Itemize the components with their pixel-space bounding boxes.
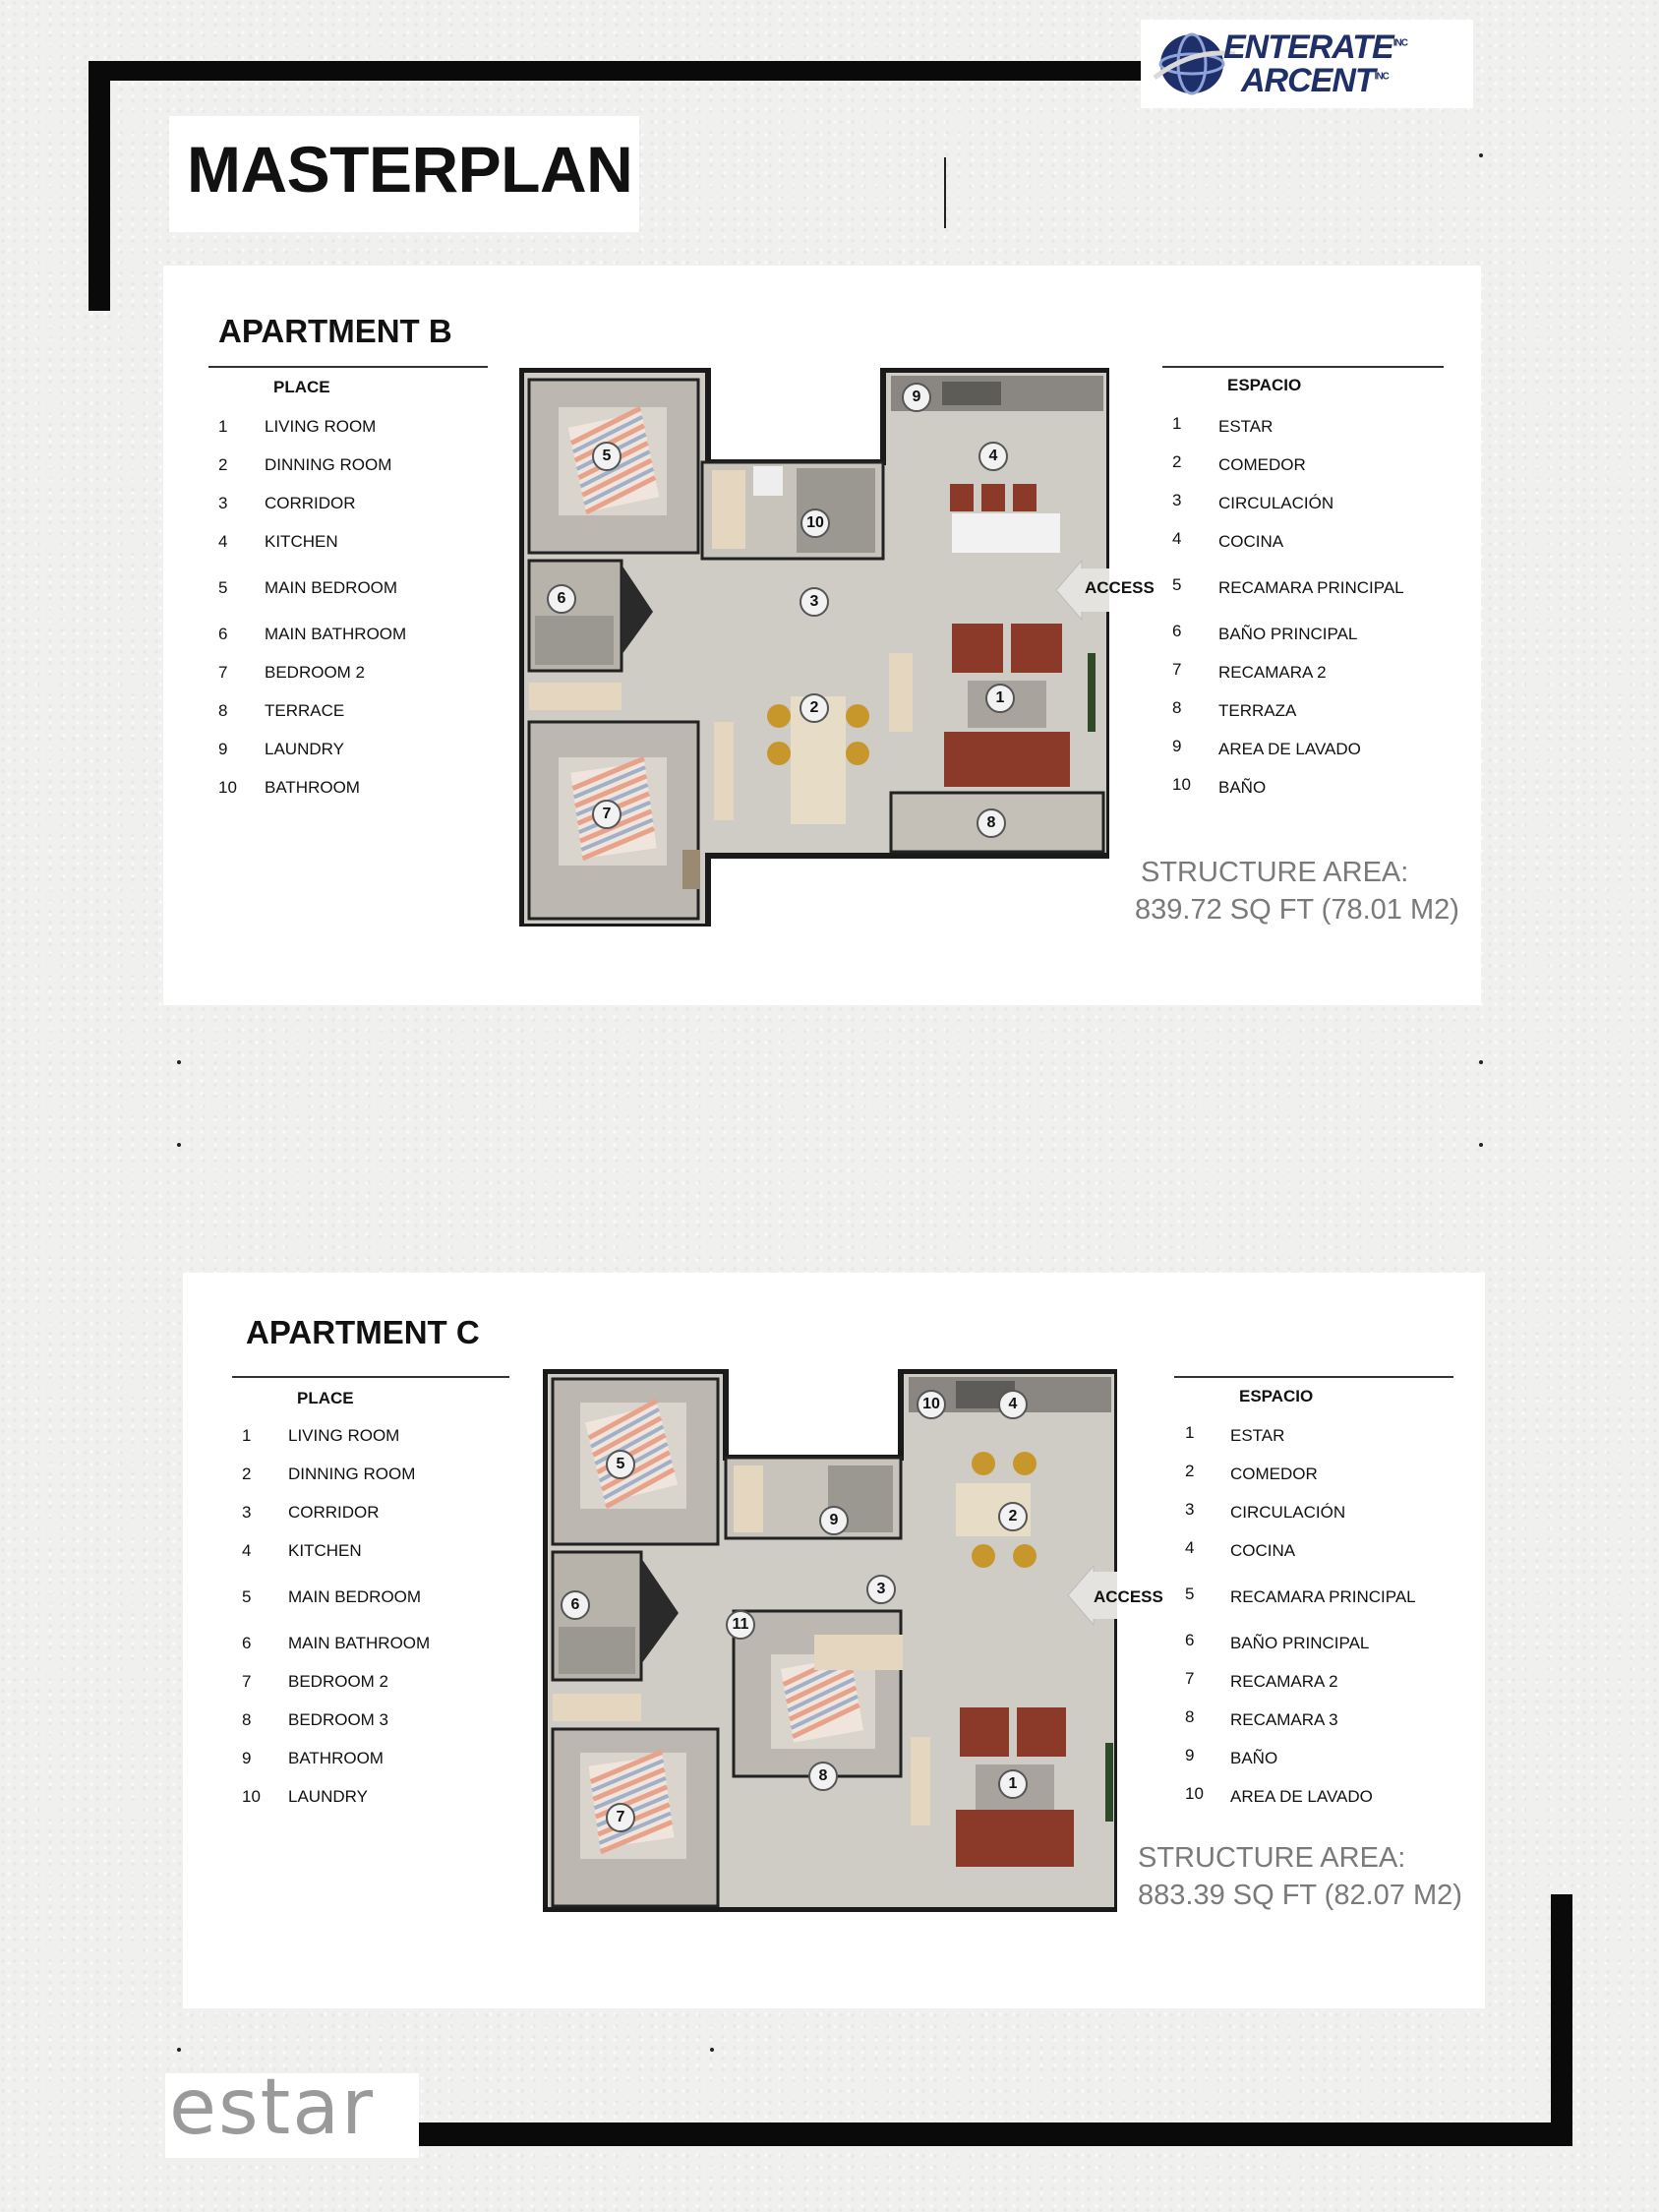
place-number: 10 [242,1787,261,1806]
place-label: MAIN BATHROOM [288,1634,431,1652]
espacio-label: BAÑO PRINCIPAL [1230,1634,1370,1652]
place-label: KITCHEN [288,1541,362,1560]
place-number: 3 [242,1503,252,1522]
place-rule [208,366,488,368]
area-value: 839.72 SQ FT (78.01 M2) [1135,894,1459,926]
espacio-number: 3 [1185,1500,1195,1519]
place-number: 9 [242,1749,252,1767]
espacio-number: 1 [1172,414,1182,433]
place-label: LAUNDRY [265,740,344,758]
espacio-number: 4 [1185,1538,1195,1557]
espacio-label: AREA DE LAVADO [1218,740,1361,758]
place-number: 6 [242,1634,252,1652]
room-marker: 9 [902,383,931,412]
corner-mark [177,2048,181,2052]
area-label: STRUCTURE AREA: [1138,1842,1406,1874]
room-marker: 10 [917,1390,946,1419]
espacio-label: COCINA [1230,1541,1296,1560]
espacio-rule [1162,366,1444,368]
place-number: 9 [218,740,228,758]
room-marker: 1 [998,1769,1028,1799]
place-number: 1 [242,1426,252,1445]
espacio-rule [1174,1376,1453,1378]
espacio-label: BAÑO PRINCIPAL [1218,625,1358,643]
frame-top-bar [89,61,1143,81]
espacio-label: RECAMARA 2 [1218,663,1327,682]
espacio-number: 4 [1172,529,1182,548]
espacio-number: 2 [1185,1462,1195,1480]
room-marker: 10 [800,508,830,538]
espacio-label: BAÑO [1230,1749,1278,1767]
espacio-number: 10 [1185,1784,1204,1803]
place-label: LIVING ROOM [288,1426,400,1445]
espacio-label: TERRAZA [1218,701,1297,720]
room-marker: 7 [592,800,622,829]
logo-line2: ARCENT [1241,62,1375,99]
place-label: MAIN BEDROOM [288,1587,422,1606]
logo-line1: ENTERATE [1223,29,1393,66]
frame-left-bar [89,61,110,311]
espacio-number: 9 [1185,1746,1195,1764]
espacio-label: COMEDOR [1218,455,1306,474]
place-label: BEDROOM 3 [288,1710,389,1729]
espacio-label: COMEDOR [1230,1465,1318,1483]
apartment-c-title: APARTMENT C [246,1314,480,1350]
apartment-c-floor-plan [543,1369,1117,1912]
place-label: BEDROOM 2 [265,663,366,682]
place-rule [232,1376,509,1378]
espacio-label: CIRCULACIÓN [1218,494,1334,512]
espacio-number: 6 [1172,622,1182,640]
espacio-label: COCINA [1218,532,1284,551]
espacio-header: ESPACIO [1239,1387,1314,1405]
place-label: CORRIDOR [265,494,356,512]
espacio-label: RECAMARA PRINCIPAL [1218,578,1404,597]
access-label: ACCESS [1094,1587,1163,1606]
place-number: 1 [218,417,228,436]
room-marker: 3 [800,587,829,617]
espacio-label: ESTAR [1218,417,1274,436]
place-number: 2 [242,1465,252,1483]
room-marker: 6 [561,1590,590,1620]
espacio-number: 5 [1185,1584,1195,1603]
espacio-label: RECAMARA PRINCIPAL [1230,1587,1416,1606]
espacio-label: BAÑO [1218,778,1267,797]
espacio-number: 1 [1185,1423,1195,1442]
place-label: LAUNDRY [288,1787,368,1806]
espacio-number: 3 [1172,491,1182,509]
espacio-number: 2 [1172,452,1182,471]
apartment-c-structure-area [1138,1839,1462,1914]
room-marker: 5 [606,1450,635,1479]
footer-brand-logo: estar [169,2063,376,2152]
logo-line1-sup: INC [1392,37,1407,49]
room-marker: 9 [819,1506,849,1535]
espacio-label: CIRCULACIÓN [1230,1503,1346,1522]
espacio-number: 7 [1185,1669,1195,1688]
corner-mark [177,1143,181,1147]
divider-mark [944,157,946,228]
place-number: 3 [218,494,228,512]
espacio-number: 9 [1172,737,1182,755]
espacio-number: 5 [1172,575,1182,594]
place-number: 8 [218,701,228,720]
place-number: 6 [218,625,228,643]
place-number: 2 [218,455,228,474]
place-label: LIVING ROOM [265,417,377,436]
access-label: ACCESS [1085,578,1155,597]
room-marker: 1 [985,684,1015,713]
frame-right-bar [1551,1894,1572,2146]
room-marker: 11 [726,1610,755,1640]
corner-mark [1479,1060,1483,1064]
espacio-label: RECAMARA 3 [1230,1710,1338,1729]
room-marker: 6 [547,584,576,614]
area-value: 883.39 SQ FT (82.07 M2) [1138,1880,1462,1911]
place-number: 7 [242,1672,252,1691]
place-label: BEDROOM 2 [288,1672,389,1691]
espacio-label: ESTAR [1230,1426,1285,1445]
page-title: MASTERPLAN [187,133,633,206]
room-marker: 2 [800,693,829,723]
place-label: DINNING ROOM [265,455,392,474]
place-label: MAIN BEDROOM [265,578,398,597]
espacio-number: 6 [1185,1631,1195,1649]
place-label: BATHROOM [265,778,360,797]
espacio-label: AREA DE LAVADO [1230,1787,1373,1806]
espacio-number: 7 [1172,660,1182,679]
place-number: 4 [242,1541,252,1560]
corner-mark [710,2048,714,2052]
place-header: PLACE [273,378,330,396]
place-number: 5 [242,1587,252,1606]
espacio-number: 8 [1185,1707,1195,1726]
place-number: 4 [218,532,228,551]
place-number: 10 [218,778,237,797]
area-label: STRUCTURE AREA: [1141,857,1409,888]
place-label: MAIN BATHROOM [265,625,407,643]
room-marker: 3 [866,1575,896,1604]
room-marker: 2 [998,1502,1028,1531]
room-marker: 8 [977,808,1006,838]
espacio-header: ESPACIO [1227,376,1302,394]
place-label: KITCHEN [265,532,338,551]
room-marker: 8 [808,1762,838,1791]
room-marker: 7 [606,1803,635,1832]
room-marker: 5 [592,442,622,471]
place-header: PLACE [297,1389,354,1407]
place-label: BATHROOM [288,1749,384,1767]
apartment-b-title: APARTMENT B [218,313,452,349]
apartment-b-structure-area [1135,854,1459,928]
place-label: DINNING ROOM [288,1465,416,1483]
place-number: 5 [218,578,228,597]
place-label: TERRACE [265,701,345,720]
corner-mark [1479,153,1483,157]
room-marker: 4 [978,442,1008,471]
frame-bottom-bar [419,2122,1572,2146]
corner-mark [1479,1143,1483,1147]
company-logo [1141,20,1473,108]
place-label: CORRIDOR [288,1503,380,1522]
espacio-number: 8 [1172,698,1182,717]
corner-mark [177,1060,181,1064]
espacio-label: RECAMARA 2 [1230,1672,1338,1691]
room-marker: 4 [998,1390,1028,1419]
place-number: 7 [218,663,228,682]
place-number: 8 [242,1710,252,1729]
espacio-number: 10 [1172,775,1191,794]
logo-line2-sup: INC [1374,71,1389,83]
